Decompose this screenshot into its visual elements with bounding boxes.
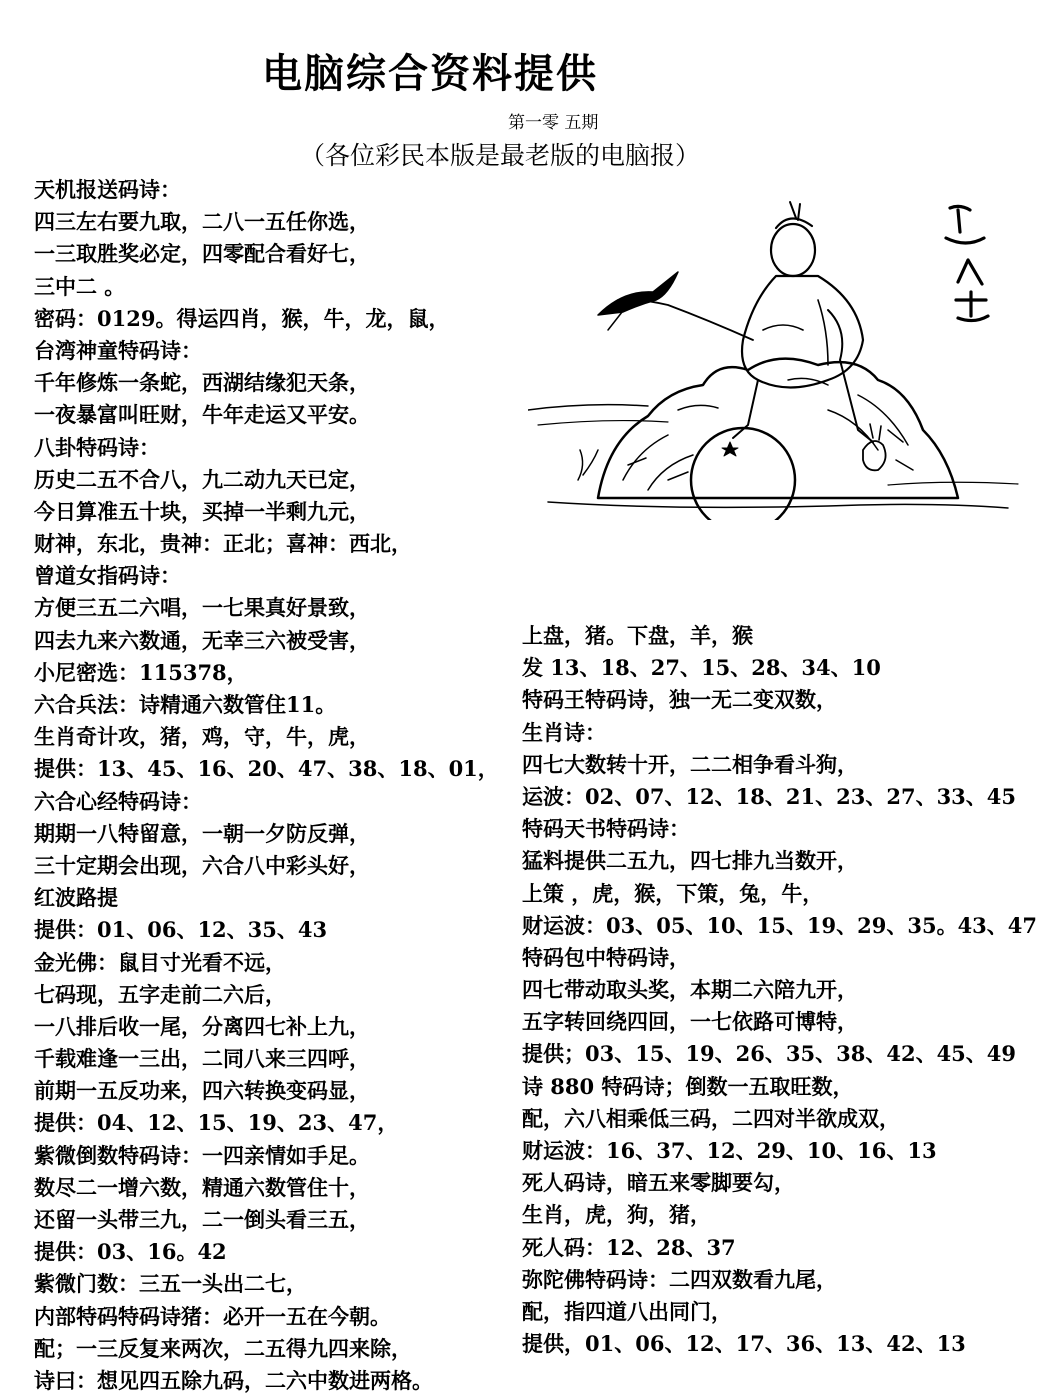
text-line: 特码王特码诗，独一无二变双数，	[522, 687, 837, 713]
text-line: 五字转回绕四回，一七依路可博特，	[522, 1009, 858, 1035]
text-line: 四三左右要九取，二八一五任你选，	[34, 209, 370, 235]
text-line: 一八排后收一尾，分离四七补上九，	[34, 1013, 370, 1039]
page-subtitle: （各位彩民本版是最老版的电脑报）	[300, 141, 701, 170]
text-line: 猛料提供二五九，四七排九当数开，	[522, 848, 858, 874]
text-line: 生肖诗：	[522, 719, 606, 745]
text-line: 曾道女指码诗：	[34, 563, 181, 589]
text-line: 六合兵法：诗精通六数管住11。	[34, 692, 337, 717]
text-line: 紫微倒数特码诗：一四亲情如手足。	[34, 1142, 370, 1168]
text-line: 配；一三反复来两次，二五得九四来除，	[34, 1335, 412, 1361]
artist-signature: 近人画	[528, 180, 531, 181]
text-line: 前期一五反功来，四六转换变码显，	[34, 1078, 370, 1104]
text-line: 诗曰：想见四五除九码，二六中数进两格。	[34, 1367, 433, 1393]
text-line: 特码包中特码诗，	[522, 944, 690, 970]
text-line: 诗 880 特码诗；倒数一五取旺数，	[522, 1073, 854, 1099]
text-line: 提供：03、16。42	[34, 1239, 227, 1265]
text-line: 历史二五不合八，九二动九天已定，	[34, 466, 370, 492]
text-line: 三中二 。	[34, 273, 126, 299]
text-line: 提供，01、06、12、17、36、13、42、13	[522, 1331, 966, 1357]
text-line: 金光佛：鼠目寸光看不远，	[34, 949, 286, 975]
text-line: 生肖，虎，狗，猪，	[522, 1202, 711, 1228]
right-column	[522, 620, 1042, 1360]
text-line: 一三取胜奖必定，四零配合看好七，	[34, 241, 370, 267]
text-line: 台湾神童特码诗：	[34, 337, 202, 363]
text-line: 三十定期会出现，六合八中彩头好，	[34, 852, 370, 878]
left-column	[34, 174, 504, 1397]
text-line: 上盘，猪。下盘，羊，猴	[522, 623, 753, 648]
text-line: 死人码：12、28、37	[522, 1234, 736, 1260]
sage-illustration	[528, 180, 1028, 520]
text-line: 运波：02、07、12、18、21、23、27、33、45	[522, 783, 1017, 809]
text-line: 死人码诗，暗五来零脚要勾，	[522, 1170, 795, 1196]
text-line: 财神，东北，贵神：正北；喜神：西北，	[34, 531, 412, 557]
text-line: 生肖奇计攻，猪，鸡，守，牛，虎，	[34, 724, 370, 750]
text-line: 财运波：16、37、12、29、10、16、13	[522, 1138, 937, 1163]
issue-number: 第一零 五期	[508, 113, 599, 133]
text-line: 期期一八特留意，一朝一夕防反弹，	[34, 820, 370, 846]
text-line: 弥陀佛特码诗：二四双数看九尾，	[522, 1266, 837, 1292]
text-line: 上策 ，虎，猴，下策，兔，牛，	[522, 880, 824, 906]
text-line: 还留一头带三九，二一倒头看三五，	[34, 1207, 370, 1232]
page-title: 电脑综合资料提供	[262, 51, 598, 97]
text-line: 千年修炼一条蛇，西湖结缘犯天条，	[34, 370, 370, 396]
text-line: 提供：01、06、12、35、43	[34, 917, 328, 943]
text-line: 四七带动取头奖，本期二六陪九开，	[522, 977, 858, 1003]
text-line: 七码现，五字走前二六后，	[34, 981, 286, 1007]
text-line: 六合心经特码诗：	[34, 788, 202, 814]
text-line: 内部特码特码诗猪：必开一五在今朝。	[34, 1303, 391, 1329]
text-line: 提供：13、45、16、20、47、38、18、01，	[34, 756, 499, 782]
text-line: 今日算准五十块，买掉一半剩九元，	[34, 498, 370, 524]
text-line: 四去九来六数通，无幸三六被受害，	[34, 627, 370, 653]
text-line: 红波路提	[34, 885, 118, 911]
text-line: 千载难逢一三出，二同八来三四呼，	[34, 1046, 370, 1072]
text-line: 特码天书特码诗：	[522, 816, 690, 842]
text-line: 四七大数转十开，二二相争看斗狗，	[522, 751, 858, 777]
text-line: 小尼密选：115378，	[34, 659, 248, 685]
text-line: 发 13、18、27、15、28、34、10	[522, 655, 881, 681]
text-line: 一夜暴富叫旺财，牛年走运又平安。	[34, 402, 370, 428]
text-line: 配，六八相乘低三码，二四对半欲成双，	[522, 1105, 900, 1131]
text-line: 财运波：03、05、10、15、19、29、35。43、47	[522, 912, 1038, 938]
text-line: 数尽二一增六数，精通六数管住十，	[34, 1174, 370, 1200]
text-line: 提供：04、12、15、19、23、47，	[34, 1110, 399, 1136]
text-line: 天机报送码诗：	[34, 177, 181, 202]
text-line: 紫微门数：三五一头出二七，	[34, 1271, 307, 1297]
text-line: 提供；03、15、19、26、35、38、42、45、49	[522, 1041, 1017, 1067]
text-line: 密码：0129。得运四肖，猴，牛，龙，鼠，	[34, 305, 450, 331]
text-line: 八卦特码诗：	[34, 434, 160, 460]
text-line: 方便三五二六唱，一七果真好景致，	[34, 595, 370, 621]
text-line: 配，指四道八出同门，	[522, 1298, 732, 1324]
